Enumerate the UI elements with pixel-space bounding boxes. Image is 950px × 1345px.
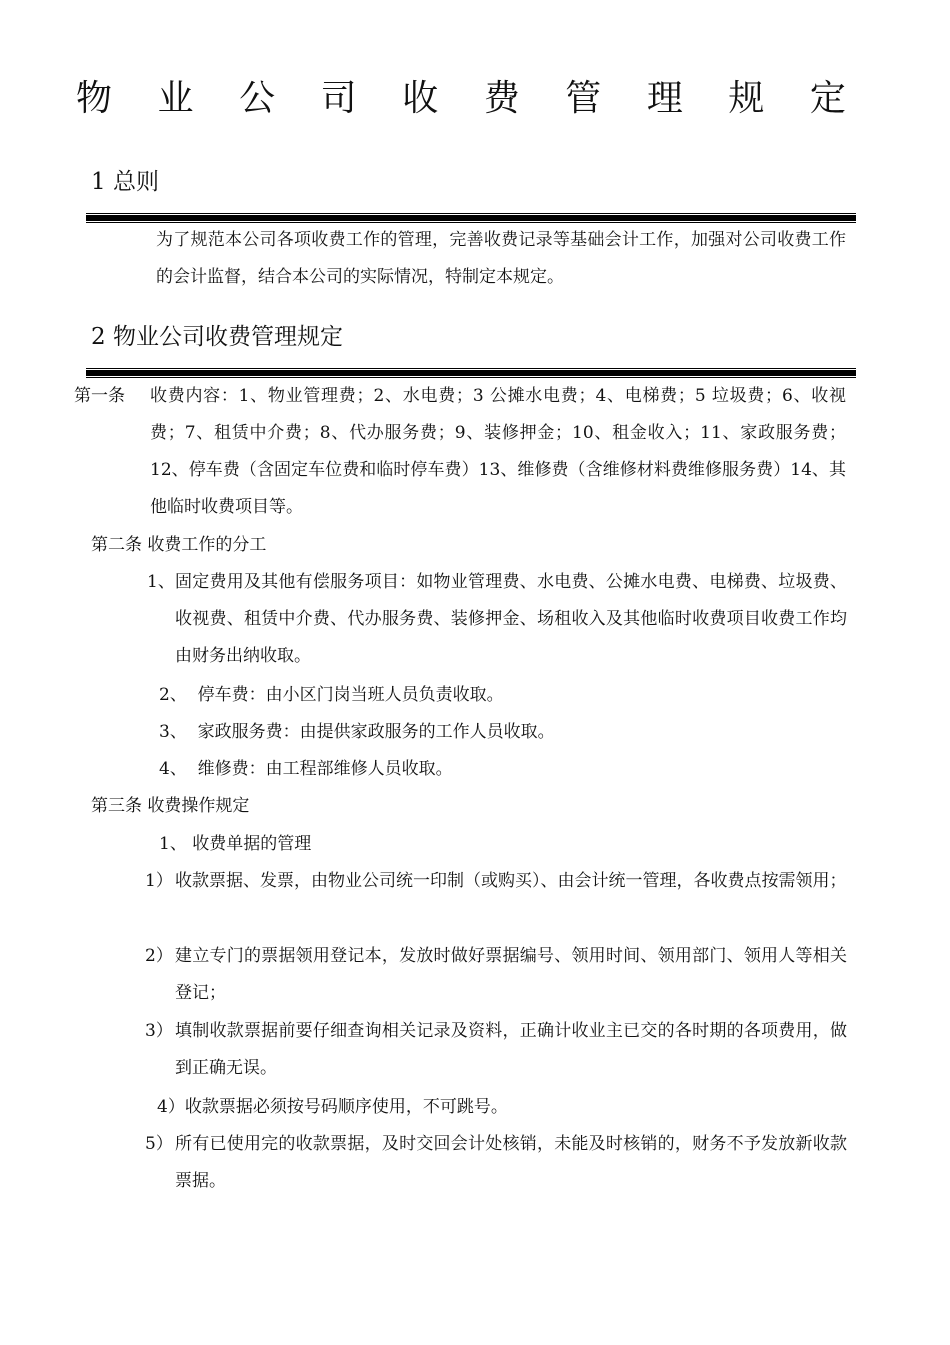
general-paragraph: 为了规范本公司各项收费工作的管理，完善收费记录等基础会计工作，加强对公司收费工作的会计监督，结合本公司的实际情况，特制定本规定。	[156, 230, 846, 287]
section-divider	[86, 368, 856, 378]
item-number: 5）	[145, 1134, 173, 1154]
article-1-text: 收费内容：1、物业管理费；2、水电费；3 公摊水电费；4、电梯费；5 垃圾费；6、收视费；7、租赁中介费；8、代办服务费；9、装修押金；10、租金收入；11、家政服务费；12、停车费（含固定车位费和临时停车费）13、维修费（含维修材料费维修服务费）14、其他临时收费项目等。	[150, 386, 846, 517]
divider-thin-line	[86, 213, 856, 214]
article-3-item	[145, 938, 847, 1012]
item-number: 3、	[159, 722, 187, 742]
divider-thin-line	[86, 368, 856, 369]
article-2-item	[159, 714, 555, 751]
item-text: 停车费：由小区门岗当班人员负责收取。	[197, 685, 504, 705]
article-3-item	[157, 1089, 508, 1126]
article-2-item	[159, 751, 453, 788]
item-number: 1、	[147, 572, 175, 592]
item-number: 4、	[159, 759, 187, 779]
item-number: 1）	[145, 871, 173, 891]
item-text: 维修费：由工程部维修人员收取。	[197, 759, 453, 779]
article-3-item	[145, 1013, 847, 1087]
item-text: 固定费用及其他有偿服务项目：如物业管理费、水电费、公摊水电费、电梯费、垃圾费、收视费、租赁中介费、代办服务费、装修押金、场租收入及其他临时收费项目收费工作均由财务出纳收取。	[175, 572, 847, 666]
title-char: 理	[646, 78, 683, 119]
title-char: 管	[565, 78, 602, 119]
article-2-item	[159, 677, 504, 714]
article-2-heading: 第二条 收费工作的分工	[91, 535, 267, 555]
item-text: 收款票据必须按号码顺序使用，不可跳号。	[184, 1097, 508, 1117]
item-number: 3）	[145, 1021, 173, 1041]
title-char: 公	[239, 78, 276, 119]
item-number: 2）	[145, 946, 173, 966]
title-char: 收	[402, 78, 439, 119]
article-3-heading: 第三条 收费操作规定	[91, 796, 250, 816]
divider-thick-line	[86, 215, 856, 221]
title-char: 物	[76, 78, 113, 119]
title-char: 司	[320, 78, 357, 119]
item-text: 填制收款票据前要仔细查询相关记录及资料，正确计收业主已交的各时期的各项费用，做到正确无误。	[175, 1021, 847, 1078]
divider-thick-line	[86, 370, 856, 376]
document-title	[76, 76, 846, 122]
item-text: 所有已使用完的收款票据，及时交回会计处核销，未能及时核销的，财务不予发放新收款票据。	[175, 1134, 847, 1191]
article-2-item	[147, 564, 847, 675]
item-text: 建立专门的票据领用登记本，发放时做好票据编号、领用时间、领用部门、领用人等相关登记；	[175, 946, 847, 1003]
title-char: 定	[809, 78, 846, 119]
article-3-item	[145, 863, 847, 900]
article-3-item	[145, 1126, 847, 1200]
title-char: 费	[483, 78, 520, 119]
item-text: 家政服务费：由提供家政服务的工作人员收取。	[197, 722, 555, 742]
section-heading-rules: 2 物业公司收费管理规定	[91, 324, 343, 350]
article-3-subheading: 1、 收费单据的管理	[159, 834, 312, 854]
title-char: 规	[728, 78, 765, 119]
title-char: 业	[157, 78, 194, 119]
article-1-label: 第一条	[74, 386, 125, 406]
item-number: 4）	[157, 1097, 185, 1117]
section-heading-general: 1 总则	[91, 169, 159, 195]
item-number: 2、	[159, 685, 187, 705]
item-text: 收款票据、发票，由物业公司统一印制（或购买）、由会计统一管理，各收费点按需领用；	[175, 871, 847, 891]
article-1	[74, 378, 846, 526]
